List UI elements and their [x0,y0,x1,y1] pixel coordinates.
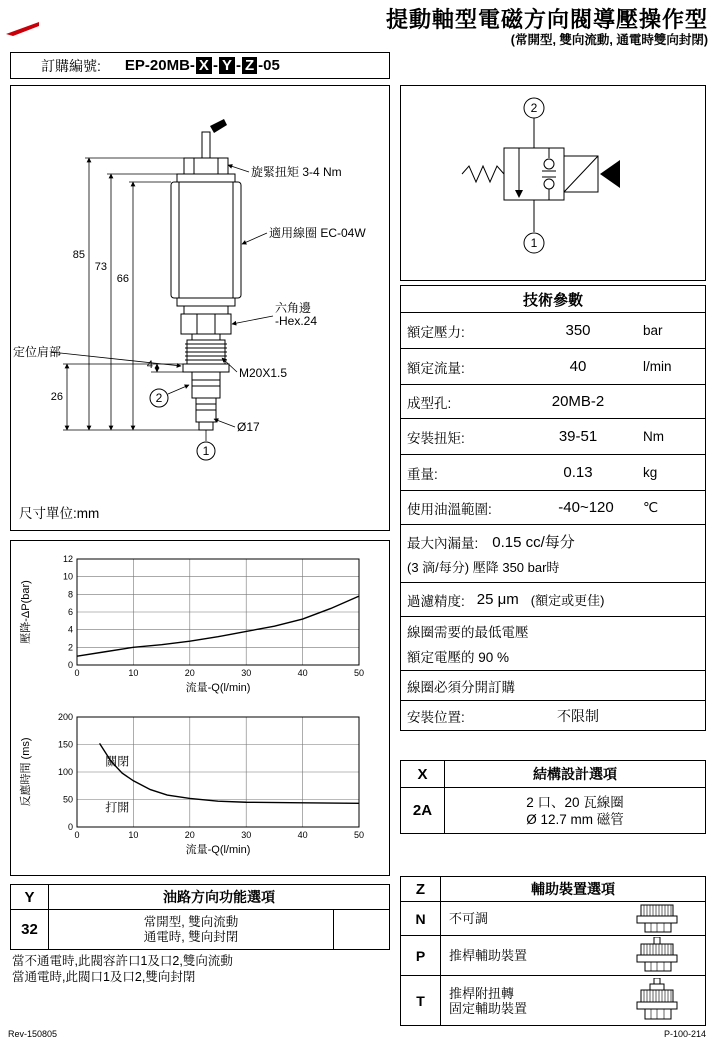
svg-text:0: 0 [67,660,73,670]
param-value: -40~120 [558,499,614,516]
x-row-line1: 2 口、20 瓦線圈 [526,794,624,810]
z-row-key: N [401,902,441,935]
order-code-y-placeholder: Y [219,57,235,74]
param-row-filtration [401,582,705,616]
thread-callout: M20X1.5 [239,366,288,380]
symbol-port-1: 1 [530,236,538,250]
tech-params-table [400,285,706,731]
z-row-key: P [401,936,441,975]
param-label: 最大內漏量: [407,535,479,551]
param-label: 額定流量: [407,360,465,376]
z-row-label [441,902,609,935]
svg-text:6: 6 [67,607,73,617]
x-title: 結構設計選項 [533,766,617,782]
param-row-leakage [401,524,705,582]
svg-text:20: 20 [184,830,195,840]
x-row-description [445,788,705,833]
dim-85-label: 85 [72,249,85,261]
svg-text:0: 0 [67,822,73,832]
param-row-pressure [401,312,705,348]
param-label: 使用油溫範圍: [407,501,492,517]
svg-text:打開: 打開 [105,800,130,815]
param-label: 額定壓力: [407,324,465,340]
y-key: Y [11,885,49,909]
page-subtitle: (常開型, 雙向流動, 通電時雙向封閉) [510,33,708,47]
y-row-line1: 常開型, 雙向流動 [143,914,239,929]
order-code [125,57,280,74]
z-options-header [401,877,705,901]
z-row-label [441,976,609,1025]
param-row-flow [401,348,705,384]
svg-text:40: 40 [297,830,308,840]
svg-text:0: 0 [74,830,80,840]
svg-text:30: 30 [241,668,252,678]
y-option-notes [12,953,233,985]
z-option-row-t [401,975,705,1025]
valve-drawing [11,86,389,530]
z-title: 輔助裝置選項 [531,881,615,897]
dimension-unit-note: 尺寸單位:mm [19,506,100,521]
knob-push-pin-icon [626,937,688,975]
param-value: 39-51 [558,428,598,445]
page-number: P-100-214 [663,1029,706,1039]
svg-text:0: 0 [74,668,80,678]
dim-4-label: 4 [146,359,153,371]
param-value: 350 [565,322,591,339]
coil-callout: 適用線圈 EC-04W [269,226,366,240]
y-options-table [10,884,390,950]
x-row-line2: Ø 12.7 mm 磁管 [526,811,624,827]
z-row-label-line1: 推桿附扭轉 [449,985,515,1001]
param-row-mounting [401,700,705,730]
z-row-label-line2: 固定輔助裝置 [449,1000,528,1016]
x-options-table [400,760,706,834]
param-label: 過濾精度: [407,593,465,609]
svg-text:10: 10 [128,830,139,840]
param-row-min-voltage [401,616,705,670]
shoulder-callout: 定位肩部 [13,345,62,359]
svg-text:200: 200 [57,712,73,722]
knob-twist-lock-icon [626,978,688,1024]
svg-text:150: 150 [57,739,73,750]
param-label: 成型孔: [407,395,452,411]
param-value: 不限制 [557,707,599,724]
y-row-key: 32 [11,910,49,949]
knob-push-pin-illustration [609,936,705,975]
svg-text:2: 2 [67,642,73,653]
dim-26-label: 26 [50,391,63,403]
param-row-torque [401,418,705,454]
hydraulic-symbol-panel [400,85,706,281]
param-row-coil-order [401,670,705,700]
knob-fixed-illustration [609,902,705,935]
order-code-prefix: EP-20MB [124,57,190,74]
svg-text:12: 12 [62,554,73,564]
param-value: 0.13 [563,464,593,481]
y-options-header [11,885,389,909]
port-2-marker: 2 [155,391,163,405]
dim-73-label: 73 [94,261,107,273]
param-row-cavity [401,384,705,418]
param-value: 25 μm [476,591,519,608]
svg-text:反應時間 (ms): 反應時間 (ms) [20,737,32,807]
param-label: 安裝位置: [407,709,465,725]
svg-text:50: 50 [353,668,365,678]
dimension-drawing-panel [10,85,390,531]
knob-twist-lock-illustration [609,976,705,1025]
tech-params-title: 技術參數 [522,291,583,309]
knob-fixed-icon [626,904,688,934]
order-code-x-placeholder: X [196,57,212,74]
param-note: (額定或更佳) [530,593,605,608]
order-code-label: 訂購編號: [41,57,101,74]
diameter-callout: Ø17 [237,420,260,434]
x-options-header [401,761,705,787]
param-note: 線圈必須分開訂購 [407,679,515,695]
param-unit: l/min [643,359,672,374]
order-code-dash: - [258,57,264,74]
z-option-row-p [401,935,705,975]
svg-text:50: 50 [62,794,73,805]
svg-text:4: 4 [67,624,73,635]
y-row-description [49,910,333,949]
param-unit: Nm [643,429,664,444]
svg-text:關閉: 關閉 [105,754,130,769]
z-options-table [400,876,706,1026]
hydraulic-symbol [401,86,705,280]
svg-text:8: 8 [67,589,73,600]
brand-logo-icon [6,22,40,37]
hex-callout-line2: -Hex.24 [275,314,318,328]
param-label: 重量: [407,466,438,482]
z-row-label-line1: 推桿輔助裝置 [449,948,528,963]
torque-callout: 旋緊扭矩 3-4 Nm [251,165,342,179]
param-value: 0.15 cc/每分 [492,534,575,551]
svg-text:100: 100 [57,767,73,777]
svg-text:30: 30 [241,830,252,840]
svg-text:40: 40 [297,668,308,678]
y-note-line1: 當不通電時,此閥容許口1及口2,雙向流動 [12,954,233,968]
x-key: X [401,761,445,787]
dim-66-label: 66 [116,273,129,285]
pressure-drop-chart [17,549,381,704]
symbol-port-2: 2 [530,101,538,115]
revision-note: Rev-150805 [8,1029,58,1039]
response-time-chart [17,709,381,869]
z-row-label [441,936,609,975]
svg-text:流量-Q(l/min): 流量-Q(l/min) [185,844,251,856]
svg-text:流量-Q(l/min): 流量-Q(l/min) [185,682,251,694]
param-unit: bar [643,323,663,338]
charts-panel [10,540,390,876]
svg-text:10: 10 [128,668,139,678]
z-row-label-line1: 不可調 [449,911,489,926]
order-code-z-placeholder: Z [242,57,257,74]
y-note-line2: 當通電時,此閥口1及口2,雙向封閉 [12,970,196,984]
param-unit: ℃ [643,499,659,515]
svg-text:20: 20 [184,668,195,678]
z-row-key: T [401,976,441,1025]
y-row-line2: 通電時, 雙向封閉 [143,929,239,944]
z-option-row-n [401,901,705,935]
svg-text:50: 50 [353,830,365,840]
svg-text:10: 10 [62,571,73,582]
order-code-dash: - [189,57,195,74]
order-code-dash: - [235,57,241,74]
param-value: 40 [569,358,587,375]
param-note: 線圈需要的最低電壓 [407,625,529,640]
param-label: 安裝扭矩: [407,430,465,446]
param-value: 20MB-2 [551,393,605,410]
x-row-key: 2A [401,788,445,833]
order-code-dash: - [212,57,218,74]
page-title: 提動軸型電磁方向閥導壓操作型 [385,7,708,32]
param-unit: kg [643,465,658,480]
param-row-temperature [401,490,705,524]
z-key: Z [401,877,441,901]
hex-callout-line1: 六角邊 [275,301,312,315]
y-title: 油路方向功能選項 [163,889,275,905]
y-row-empty-cell [333,910,389,949]
order-code-suffix: 05 [263,57,280,74]
x-option-row [401,787,705,833]
y-option-row [11,909,389,949]
param-note: 額定電壓的 90 % [407,650,510,665]
param-row-weight [401,454,705,490]
port-1-marker: 1 [202,444,210,458]
param-note: (3 滴/每分) 壓降 350 bar時 [407,560,560,575]
svg-text:壓降-ΔP(bar): 壓降-ΔP(bar) [20,580,32,644]
order-code-box [10,52,390,79]
